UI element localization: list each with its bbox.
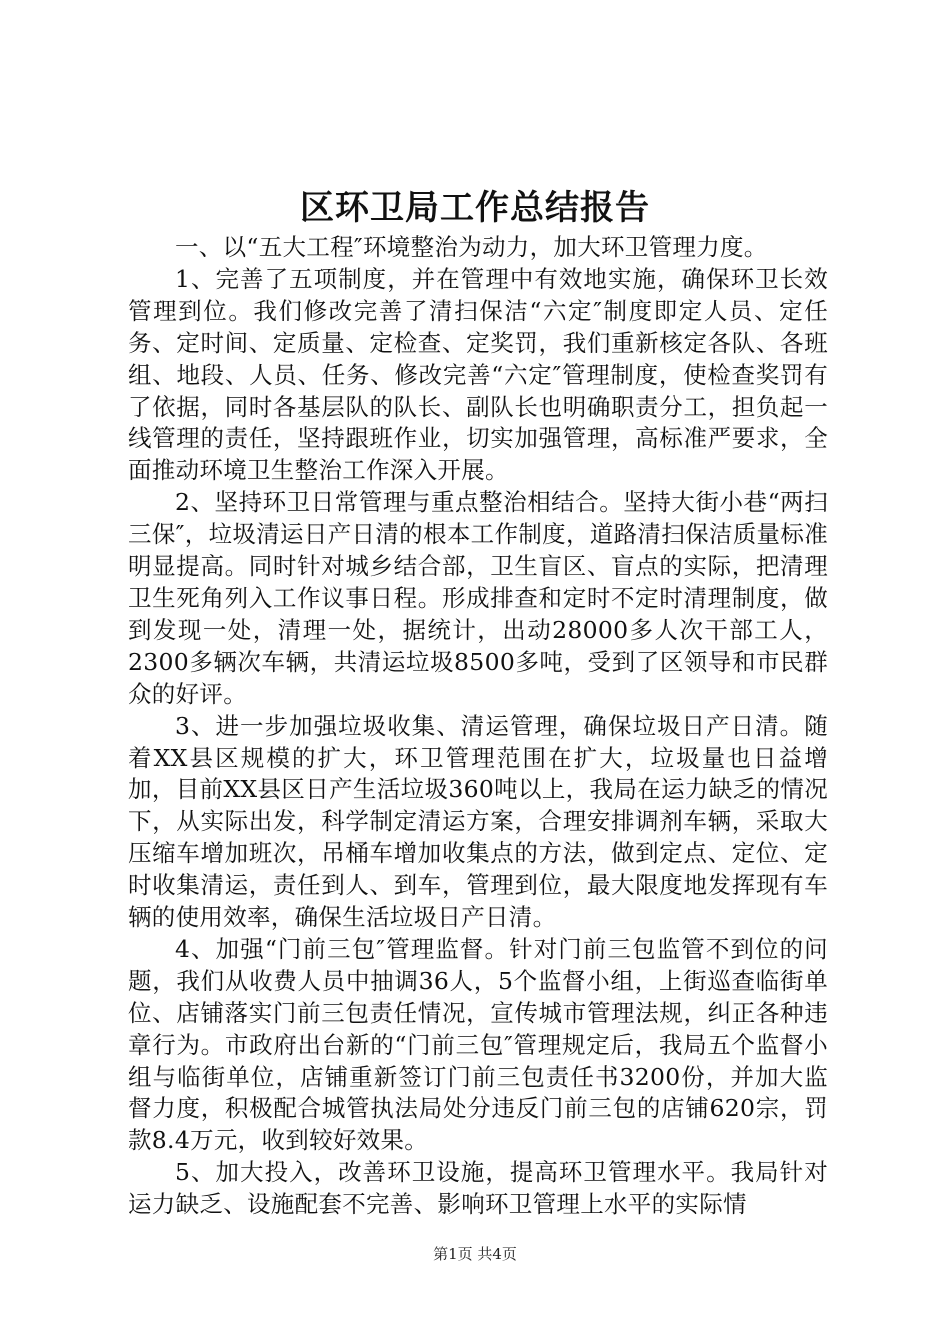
paragraph-5: 5、加大投入，改善环卫设施，提高环卫管理水平。我局针对运力缺乏、设施配套不完善、影响环卫管理上水平的实际情 [128,1158,828,1219]
paragraph-1: 1、完善了五项制度，并在管理中有效地实施，确保环卫长效管理到位。我们修改完善了清扫保洁“六定″制度即定人员、定任务、定时间、定质量、定检查、定奖罚，我们重新核定各队、各班组、地段、人员、任务、修改完善“六定″管理制度，使检查奖罚有了依据，同时各基层队的队长、副队长也明确职责分工，担负起一线管理的责任，坚持跟班作业，切实加强管理，高标准严要求，全面推动环境卫生整治工作深入开展。 [128,264,828,485]
paragraph-3: 3、进一步加强垃圾收集、清运管理，确保垃圾日产日清。随着XX县区规模的扩大，环卫管理范围在扩大，垃圾量也日益增加，目前XX县区日产生活垃圾360吨以上，我局在运力缺乏的情况下，从实际出发，科学制定清运方案，合理安排调剂车辆，采取大压缩车增加班次，吊桶车增加收集点的方法，做到定点、定位、定时收集清运，责任到人、到车，管理到位，最大限度地发挥现有车辆的使用效率，确保生活垃圾日产日清。 [128,711,828,932]
paragraph-4: 4、加强“门前三包″管理监督。针对门前三包监管不到位的问题，我们从收费人员中抽调36人，5个监督小组，上街巡查临街单位、店铺落实门前三包责任情况，宣传城市管理法规，纠正各种违章行为。市政府出台新的“门前三包″管理规定后，我局五个监督小组与临街单位，店铺重新签订门前三包责任书3200份，并加大监督力度，积极配合城管执法局处分违反门前三包的店铺620宗，罚款8.4万元，收到较好效果。 [128,934,828,1155]
document-title: 区环卫局工作总结报告 [300,188,650,228]
document-body [128,232,828,1221]
page-number-footer: 第1页 共4页 [433,1245,517,1263]
section-heading-1: 一、以“五大工程″环境整治为动力，加大环卫管理力度。 [175,233,768,261]
paragraph-2: 2、坚持环卫日常管理与重点整治相结合。坚持大街小巷“两扫三保″，垃圾清运日产日清的根本工作制度，道路清扫保洁质量标准明显提高。同时针对城乡结合部，卫生盲区、盲点的实际，把清理卫生死角列入工作议事日程。形成排查和定时不定时清理制度，做到发现一处，清理一处，据统计，出动28000多人次干部工人，2300多辆次车辆，共清运垃圾8500多吨，受到了区领导和市民群众的好评。 [128,488,828,708]
